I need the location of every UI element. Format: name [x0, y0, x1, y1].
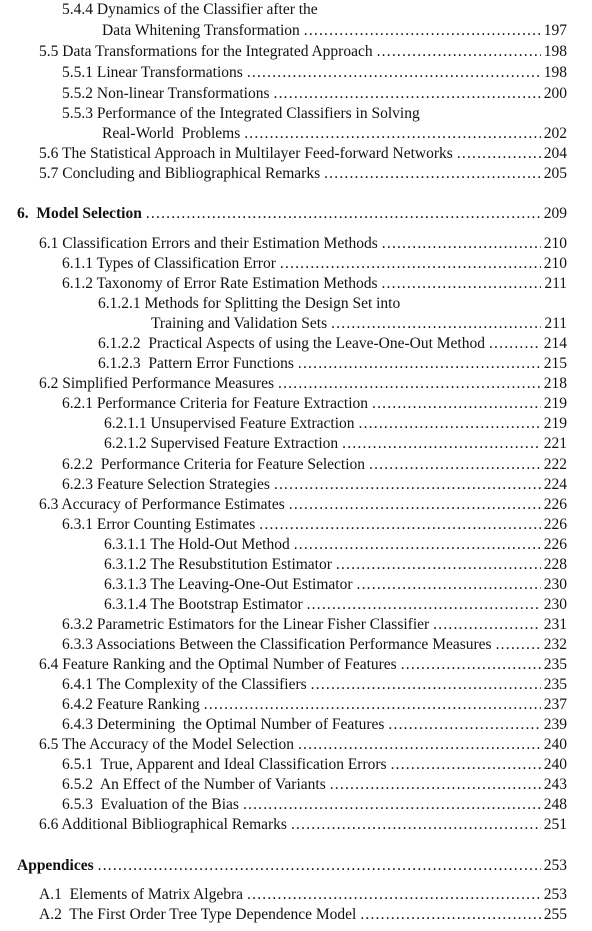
toc-page-number: 198 — [543, 43, 567, 60]
dot-leader — [244, 124, 541, 144]
toc-entry-label: 6.2.1.1 Unsupervised Feature Extraction — [104, 415, 355, 432]
toc-entry-label: 5.5.2 Non-linear Transformations — [62, 85, 270, 102]
toc-entry — [62, 63, 567, 83]
toc-page-number: 240 — [543, 756, 567, 773]
toc-entry — [98, 334, 567, 354]
toc-page-number: 226 — [543, 496, 567, 513]
appendices-heading — [17, 856, 567, 876]
toc-entry-label: 6.4.3 Determining the Optimal Number of Features — [62, 716, 385, 733]
dot-leader — [98, 856, 541, 876]
toc-entry — [39, 495, 567, 515]
dot-leader — [372, 394, 541, 414]
toc-page-number: 231 — [543, 616, 567, 633]
toc-entry-label: 6.5.3 Evaluation of the Bias — [62, 796, 239, 813]
toc-entry — [39, 735, 567, 755]
toc-entry-label: 6.6 Additional Bibliographical Remarks — [39, 816, 287, 833]
toc-page-number: 210 — [543, 235, 567, 252]
toc-entry — [104, 535, 567, 555]
toc-entry — [62, 755, 567, 775]
dot-leader — [307, 595, 541, 615]
toc-page-number: 253 — [543, 886, 567, 903]
toc-entry-label: Appendices — [17, 857, 94, 874]
toc-entry-label: 6.3.1 Error Counting Estimates — [62, 516, 256, 533]
toc-entry — [102, 21, 567, 41]
toc-entry-label: 6.1.1 Types of Classification Error — [62, 255, 276, 272]
toc-page-number: 226 — [543, 536, 567, 553]
toc-entry — [62, 84, 567, 104]
toc-entry-label: 6.2.3 Feature Selection Strategies — [62, 476, 270, 493]
toc-entry — [104, 555, 567, 575]
toc-entry-label: 6. Model Selection — [17, 205, 142, 222]
dot-leader — [360, 905, 540, 925]
toc-page-number: 230 — [543, 576, 567, 593]
toc-page-number: 202 — [543, 125, 567, 142]
toc-page-number: 198 — [543, 64, 567, 81]
dot-leader — [146, 204, 541, 224]
toc-entry — [62, 715, 567, 735]
toc-page-number: 222 — [543, 456, 567, 473]
toc-entry-label: 6.3.1.1 The Hold-Out Method — [104, 536, 290, 553]
toc-page-number: 209 — [543, 205, 567, 222]
dot-leader — [457, 144, 541, 164]
toc-entry-label: Training and Validation Sets — [151, 315, 328, 332]
dot-leader — [289, 495, 541, 515]
toc-entry-label: 5.5.1 Linear Transformations — [62, 64, 243, 81]
toc-entry-label: 6.2.1.2 Supervised Feature Extraction — [104, 435, 339, 452]
dot-leader — [433, 615, 541, 635]
toc-entry-label: 6.1.2.1 Methods for Splitting the Design Set into — [98, 295, 401, 312]
dot-leader — [357, 575, 541, 595]
toc-entry-label: 6.3.1.3 The Leaving-One-Out Estimator — [104, 576, 353, 593]
toc-entry-label: 6.1.2.2 Practical Aspects of using the Leave-One-Out Method — [98, 335, 485, 352]
toc-page-number: 218 — [543, 375, 567, 392]
dot-leader — [304, 21, 541, 41]
dot-leader — [336, 555, 541, 575]
toc-page-number: 248 — [543, 796, 567, 813]
toc-page-number: 243 — [543, 776, 567, 793]
toc-entry — [62, 615, 567, 635]
toc-page-number: 228 — [543, 556, 567, 573]
toc-entry — [62, 635, 567, 655]
dot-leader — [294, 535, 541, 555]
toc-entry-label: 6.5.2 An Effect of the Number of Variants — [62, 776, 326, 793]
dot-leader — [401, 655, 541, 675]
toc-entry — [62, 515, 567, 535]
toc-page-number: 200 — [543, 85, 567, 102]
dot-leader — [298, 735, 541, 755]
dot-leader — [280, 254, 541, 274]
dot-leader — [496, 635, 541, 655]
dot-leader — [342, 434, 541, 454]
toc-entry — [62, 394, 567, 414]
toc-entry — [102, 124, 567, 144]
toc-entry-label: 5.5 Data Transformations for the Integrated Approach — [39, 43, 373, 60]
toc-entry — [62, 695, 567, 715]
chapter-heading — [17, 204, 567, 224]
toc-entry — [104, 575, 567, 595]
dot-leader — [243, 795, 541, 815]
dot-leader — [489, 334, 541, 354]
toc-entry-label: 6.3.2 Parametric Estimators for the Linear Fisher Classifier — [62, 616, 430, 633]
dot-leader — [274, 84, 541, 104]
toc-entry-label: 6.1 Classification Errors and their Estimation Methods — [39, 235, 378, 252]
toc-entry-label: 6.4.1 The Complexity of the Classifiers — [62, 676, 307, 693]
toc-entry-label: 6.4.2 Feature Ranking — [62, 696, 200, 713]
toc-entry — [39, 815, 567, 835]
toc-entry-label: 6.3 Accuracy of Performance Estimates — [39, 496, 285, 513]
dot-leader — [247, 63, 541, 83]
toc-entry — [62, 254, 567, 274]
toc-entry — [151, 314, 567, 334]
dot-leader — [330, 775, 541, 795]
toc-entry — [62, 775, 567, 795]
dot-leader — [274, 475, 541, 495]
dot-leader — [247, 885, 541, 905]
toc-entry — [104, 434, 567, 454]
toc-entry-label: 6.2 Simplified Performance Measures — [39, 375, 275, 392]
toc-entry-label: 5.6 The Statistical Approach in Multilayer Feed-forward Networks — [39, 145, 453, 162]
toc-page-number: 224 — [543, 476, 567, 493]
dot-leader — [204, 695, 541, 715]
toc-page-number: 230 — [543, 596, 567, 613]
dot-leader — [359, 414, 541, 434]
toc-entry-label: 5.5.3 Performance of the Integrated Classifiers in Solving — [62, 105, 420, 122]
toc-entry — [62, 675, 567, 695]
toc-entry-label: 6.2.2 Performance Criteria for Feature Selection — [62, 456, 365, 473]
toc-entry — [39, 905, 567, 925]
toc-entry-label: 6.3.1.2 The Resubstitution Estimator — [104, 556, 332, 573]
toc-page-number: 221 — [543, 435, 567, 452]
toc-entry-label: A.1 Elements of Matrix Algebra — [39, 886, 244, 903]
toc-page-number: 232 — [543, 636, 567, 653]
toc-entry-label: 6.3.1.4 The Bootstrap Estimator — [104, 596, 303, 613]
dot-leader — [259, 515, 540, 535]
toc-page-number: 251 — [543, 816, 567, 833]
toc-page-number: 253 — [543, 857, 567, 874]
toc-entry — [39, 234, 567, 254]
toc-page-number: 240 — [543, 736, 567, 753]
toc-entry — [62, 274, 567, 294]
dot-leader — [331, 314, 541, 334]
toc-entry-label: 6.5 The Accuracy of the Model Selection — [39, 736, 294, 753]
toc-page-number: 197 — [543, 22, 567, 39]
toc-entry — [104, 595, 567, 615]
toc-page-number: 235 — [543, 656, 567, 673]
toc-page-number: 214 — [543, 335, 567, 352]
toc-entry — [39, 655, 567, 675]
dot-leader — [278, 374, 541, 394]
toc-page-number: 204 — [543, 145, 567, 162]
toc-page-number: 210 — [543, 255, 567, 272]
dot-leader — [324, 164, 541, 184]
toc-page-number: 205 — [543, 165, 567, 182]
dot-leader — [311, 675, 541, 695]
toc-page-number: 237 — [543, 696, 567, 713]
toc-entry — [98, 354, 567, 374]
toc-page-number: 239 — [543, 716, 567, 733]
dot-leader — [377, 42, 541, 62]
toc-page-number: 211 — [544, 275, 567, 292]
toc-entry — [62, 455, 567, 475]
toc-entry-label: Data Whitening Transformation — [102, 22, 300, 39]
toc-page-number: 211 — [544, 315, 567, 332]
toc-page-number: 255 — [543, 906, 567, 923]
dot-leader — [298, 354, 541, 374]
toc-entry-label: 6.2.1 Performance Criteria for Feature Extraction — [62, 395, 369, 412]
toc-page-number: 219 — [543, 415, 567, 432]
toc-entry — [62, 475, 567, 495]
toc-entry — [39, 885, 567, 905]
toc-entry — [104, 414, 567, 434]
dot-leader — [381, 274, 541, 294]
toc-entry-label: 6.4 Feature Ranking and the Optimal Number of Features — [39, 656, 397, 673]
toc-entry-label: 6.3.3 Associations Between the Classification Performance Measures — [62, 636, 492, 653]
toc-entry-label: A.2 The First Order Tree Type Dependence Model — [39, 906, 357, 923]
toc-page-number: 235 — [543, 676, 567, 693]
dot-leader — [291, 815, 541, 835]
toc-entry — [62, 104, 420, 124]
toc-entry — [39, 374, 567, 394]
toc-entry-label: 6.1.2.3 Pattern Error Functions — [98, 355, 294, 372]
dot-leader — [369, 455, 541, 475]
toc-entry — [39, 164, 567, 184]
dot-leader — [388, 715, 540, 735]
toc-entry-label: 6.5.1 True, Apparent and Ideal Classification Errors — [62, 756, 387, 773]
toc-entry-label: 5.7 Concluding and Bibliographical Remarks — [39, 165, 321, 182]
dot-leader — [382, 234, 541, 254]
toc-entry — [98, 294, 400, 314]
toc-page-number: 219 — [543, 395, 567, 412]
toc-entry — [62, 0, 318, 20]
toc-entry-label: Real-World Problems — [102, 125, 241, 142]
toc-page-number: 215 — [543, 355, 567, 372]
toc-entry-label: 6.1.2 Taxonomy of Error Rate Estimation Methods — [62, 275, 378, 292]
toc-entry — [39, 42, 567, 62]
toc-entry — [39, 144, 567, 164]
toc-page-number: 226 — [543, 516, 567, 533]
toc-entry — [62, 795, 567, 815]
dot-leader — [391, 755, 541, 775]
toc-entry-label: 5.4.4 Dynamics of the Classifier after the — [62, 1, 318, 18]
